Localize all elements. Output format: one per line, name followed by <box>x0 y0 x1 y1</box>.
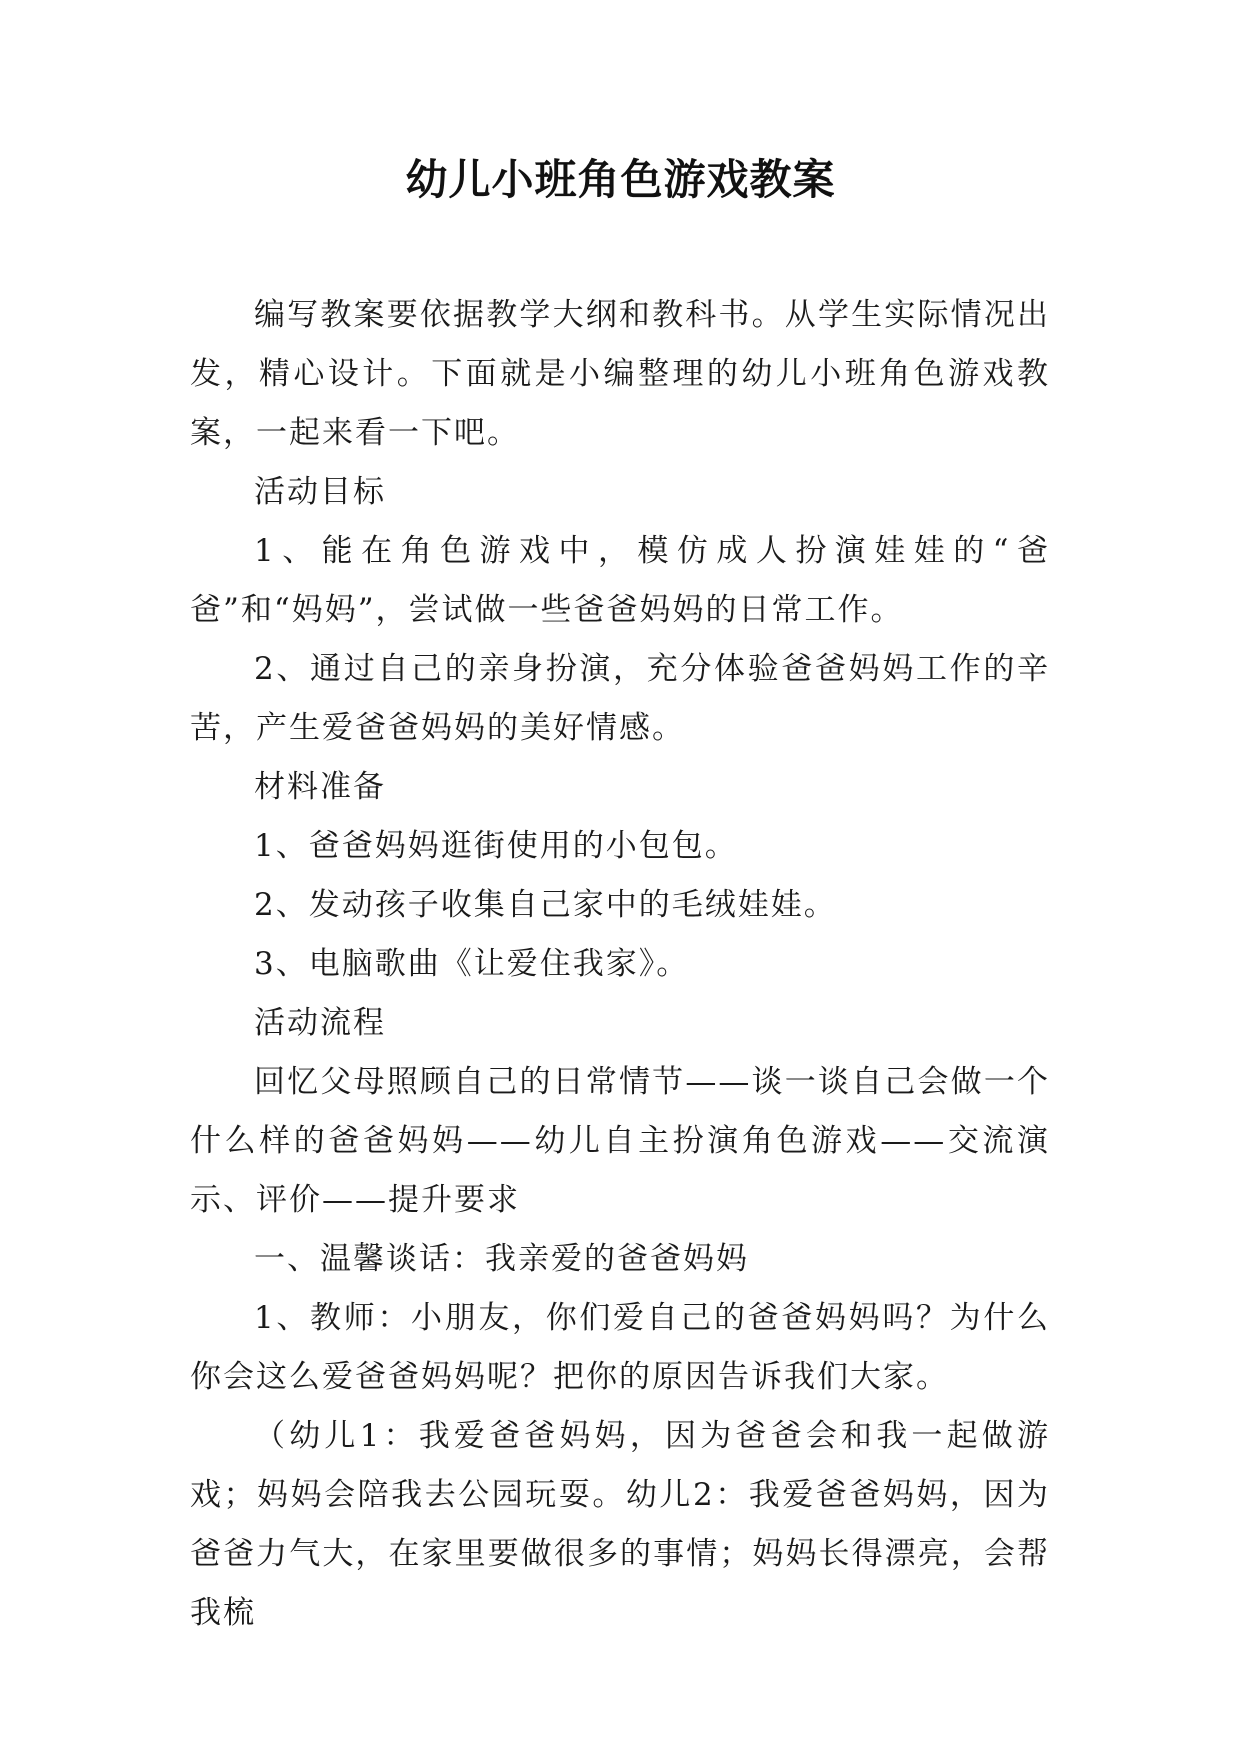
paragraph-intro: 编写教案要依据教学大纲和教科书。从学生实际情况出发，精心设计。下面就是小编整理的幼儿小班角色游戏教案，一起来看一下吧。 <box>190 297 1050 451</box>
document-body <box>190 286 1050 1643</box>
paragraph-goal-2: 2、通过自己的亲身扮演，充分体验爸爸妈妈工作的辛苦，产生爱爸爸妈妈的美好情感。 <box>190 651 1050 746</box>
heading-section-1: 一、温馨谈话：我亲爱的爸爸妈妈 <box>254 1241 749 1277</box>
paragraph-child-answers: （幼儿1：我爱爸爸妈妈，因为爸爸会和我一起做游戏；妈妈会陪我去公园玩耍。幼儿2：我爱爸爸妈妈，因为爸爸力气大，在家里要做很多的事情；妈妈长得漂亮，会帮我梳 <box>190 1418 1050 1631</box>
paragraph-material-2: 2、发动孩子收集自己家中的毛绒娃娃。 <box>254 887 837 923</box>
heading-activity-flow: 活动流程 <box>254 1005 386 1041</box>
heading-activity-goals: 活动目标 <box>254 474 386 510</box>
paragraph-flow: 回忆父母照顾自己的日常情节——谈一谈自己会做一个什么样的爸爸妈妈——幼儿自主扮演角色游戏——交流演示、评价——提升要求 <box>190 1064 1050 1218</box>
paragraph-material-3: 3、电脑歌曲《让爱住我家》。 <box>254 946 690 982</box>
paragraph-goal-1: 1、能在角色游戏中，模仿成人扮演娃娃的“爸爸”和“妈妈”，尝试做一些爸爸妈妈的日常工作。 <box>190 533 1050 628</box>
paragraph-teacher-question: 1、教师：小朋友，你们爱自己的爸爸妈妈吗？为什么你会这么爱爸爸妈妈呢？把你的原因告诉我们大家。 <box>190 1300 1050 1395</box>
document-title: 幼儿小班角色游戏教案 <box>405 155 836 204</box>
paragraph-material-1: 1、爸爸妈妈逛街使用的小包包。 <box>254 828 738 864</box>
heading-materials: 材料准备 <box>254 769 386 805</box>
